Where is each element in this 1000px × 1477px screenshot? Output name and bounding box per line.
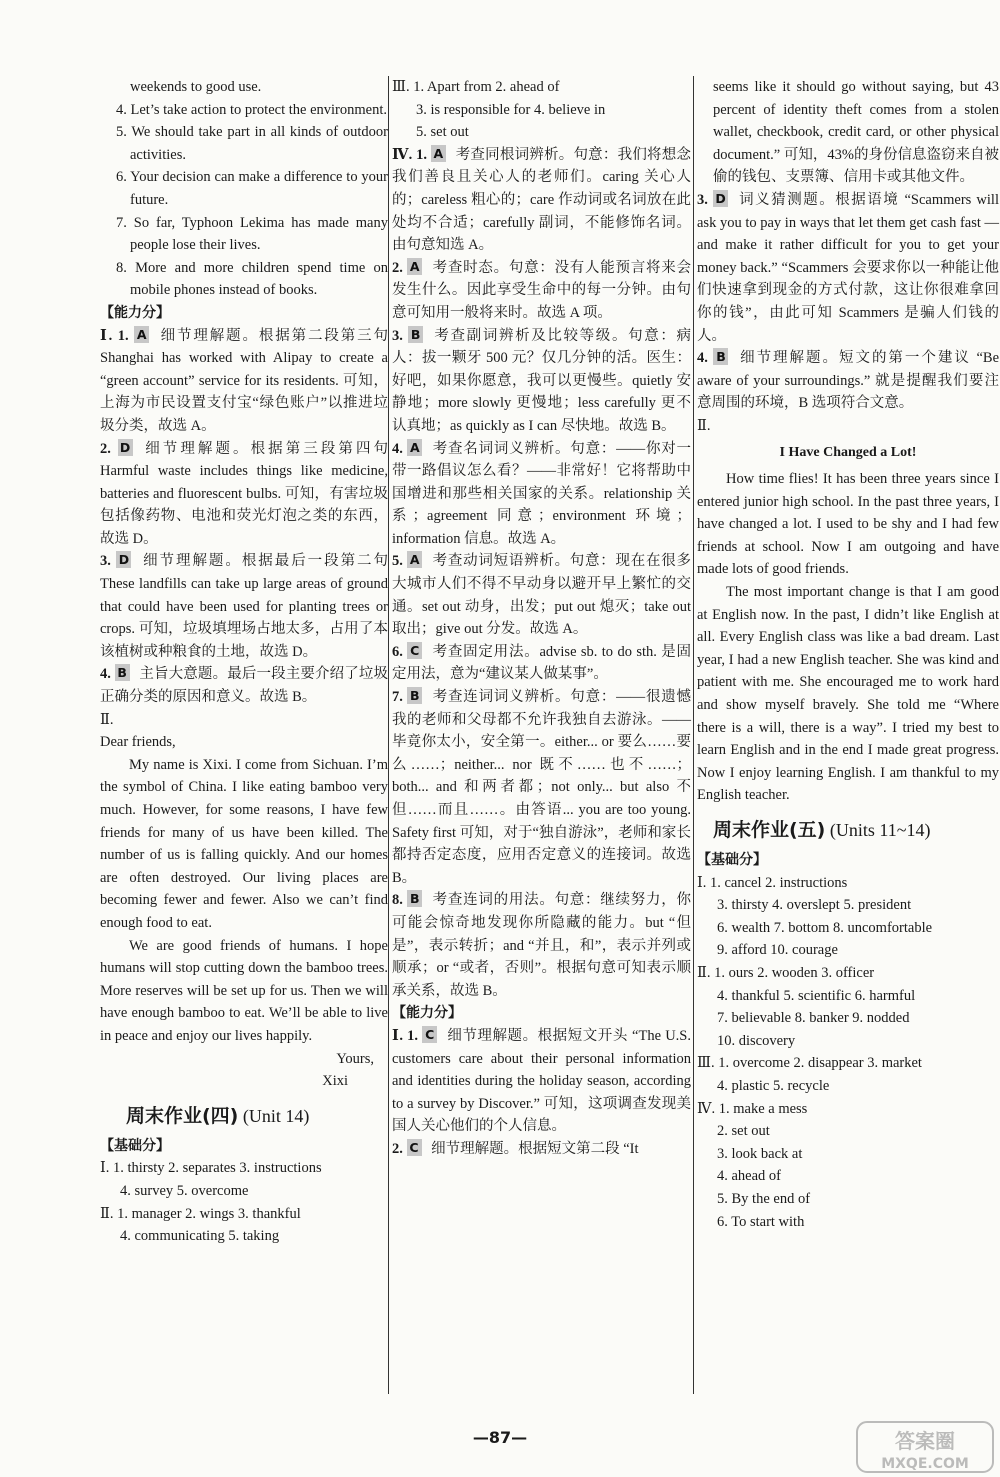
answer-badge: C <box>407 642 422 659</box>
answer-badge: B <box>407 687 422 704</box>
text-line: 8. More and more children spend time on mobile phones instead of books. <box>116 259 388 299</box>
answer-badge: C <box>422 1026 437 1043</box>
answer-badge: D <box>116 551 131 568</box>
column-right <box>697 76 999 1233</box>
answer-item <box>392 1138 691 1161</box>
answer-line: 3. look back at <box>717 1145 803 1162</box>
answer-line: Ⅳ. 1. make a mess <box>697 1100 808 1117</box>
ability-heading: 【能力分】 <box>392 1005 462 1022</box>
part-label: Ⅱ. <box>697 417 711 434</box>
text-line: 7. So far, Typhoon Lekima has made many people lose their lives. <box>116 214 388 254</box>
answer-badge: B <box>115 664 130 681</box>
answer-line: 2. set out <box>717 1123 770 1140</box>
answer-line: Ⅱ. 1. ours 2. wooden 3. officer <box>697 964 875 981</box>
answer-badge: A <box>407 439 422 456</box>
answer-line: 9. afford 10. courage <box>717 942 838 959</box>
section-title-units: (Unit 14) <box>242 1105 310 1126</box>
explanation: 细节理解题。根据第三段第四句 Harmful waste includes things like medicine, batteries and fluorescent bulbs. 可知，有害垃圾包括像药物、电池和荧光灯泡之类的东西，故选 D。 <box>100 440 389 547</box>
answer-badge: A <box>431 145 446 162</box>
answer-badge: B <box>713 348 728 365</box>
text-line: 6. Your decision can make a difference to your future. <box>116 169 388 208</box>
item-number: 2. <box>392 1140 403 1157</box>
column-left <box>100 76 388 1248</box>
answer-line: 4. survey 5. overcome <box>120 1182 249 1199</box>
basic-heading: 【基础分】 <box>697 852 767 868</box>
answer-item <box>100 663 388 708</box>
column-middle <box>392 76 691 1161</box>
answer-badge: D <box>713 190 728 207</box>
item-number: 3. <box>697 191 708 208</box>
item-number: 7. <box>392 689 403 706</box>
answer-line: Ⅰ. 1. thirsty 2. separates 3. instructions <box>100 1160 322 1177</box>
answer-badge: B <box>408 326 423 343</box>
answer-item <box>697 347 999 415</box>
essay-title: I Have Changed a Lot! <box>779 444 917 460</box>
explanation: 考查名词词义辨析。句意：——你对一带一路倡议怎么看？——非常好！它将帮助中国增进和那些相关国家的关系。relationship 关系；agreement 同意；environment 环境；information 信息。故选 A。 <box>392 440 692 547</box>
page-number: —87— <box>472 1428 528 1447</box>
letter-signature: Xixi <box>322 1073 348 1090</box>
essay-paragraph: The most important change is that I am good at English now. In the past, I didn’t like English at all. Every English class was like a bad dream. Last year, I had a new English teacher. She was kind and patient with me. She encouraged me to work hard and show myself bravely. She told me “Where there is a will, there is a way”. I tried my best to learn English and in the end I made great progress. Now I enjoy learning English. I am thankful to my English teacher. <box>697 584 999 804</box>
section-title-main: 周末作业(四) <box>126 1104 239 1127</box>
answer-line: 4. plastic 5. recycle <box>717 1077 830 1094</box>
explanation: 细节理解题。短文的第一个建议 “Be aware of your surroundings.” 就是提醒我们要注意周围的环境，B 选项符合文意。 <box>697 350 999 412</box>
answer-item <box>392 550 691 640</box>
answer-line: 3. thirsty 4. overslept 5. president <box>717 897 912 914</box>
item-number: 4. <box>392 440 403 457</box>
text-line: 5. We should take part in all kinds of outdoor activities. <box>116 124 388 163</box>
answer-item <box>392 1025 691 1138</box>
answer-item <box>100 325 388 438</box>
answer-item <box>392 686 691 889</box>
part-label: Ⅰ. 1. <box>392 1027 418 1044</box>
answer-item <box>392 889 691 1002</box>
column-divider <box>388 76 389 1394</box>
explanation: 考查固定用法。advise sb. to do sth. 是固定用法，意为“建议某人做某事”。 <box>392 643 692 683</box>
answer-badge: A <box>407 551 422 568</box>
explanation: 词义猜测题。根据语境 “Scammers will ask you to pay in ways that let them get cash fast — and make it rather difficult for you to get your money back.” “Scammers 会要求你以一种能让他们快速拿到现金的方式付款，这让你很难拿回你的钱”，由此可知 Scammers 是骗人们钱的人。 <box>697 191 1000 344</box>
explanation: 考查同根词辨析。句意：我们将想念我们善良且关心人的老师们。caring 关心人的；careless 粗心的；care 作动词或名词放在此处均不合适；carefully 副词，不能修饰名词。由句意知选 A。 <box>392 146 691 254</box>
item-number: 2. <box>100 440 111 457</box>
explanation: 细节理解题。根据最后一段第二句 These landfills can take up large areas of ground that could have been used for planting trees or crops. 可知，垃圾填埋场占地太多，占用了本该植树或种粮食的土地，故选 D。 <box>100 553 389 660</box>
item-number: 3. <box>392 327 403 344</box>
answer-item <box>100 438 388 551</box>
answer-line: Ⅲ. 1. Apart from 2. ahead of <box>392 79 560 95</box>
answer-line: 10. discovery <box>717 1032 796 1049</box>
answer-item <box>697 189 999 347</box>
section-title-units: (Units 11~14) <box>829 820 931 840</box>
answer-item <box>392 438 691 551</box>
item-number: 4. <box>697 350 708 367</box>
answer-badge: B <box>407 890 422 907</box>
item-number: 6. <box>392 643 403 660</box>
explanation: 细节理解题。根据短文第二段 “It <box>431 1140 639 1157</box>
explanation: 考查副词辨析及比较等级。句意：病人：拔一颗牙 500 元？仅几分钟的活。医生：好吧，如果你愿意，我可以更慢些。quietly 安静地；more slowly 更慢地；less carefully 更不认真地；as quickly as I can 尽快地。故选 B。 <box>392 327 692 434</box>
answer-item <box>392 144 691 257</box>
answer-line: 6. wealth 7. bottom 8. uncomfortable <box>717 919 933 936</box>
item-number: 2. <box>392 259 403 276</box>
item-number: 8. <box>392 892 403 909</box>
answer-line: 7. believable 8. banker 9. nodded <box>717 1010 910 1027</box>
answer-line: 3. is responsible for 4. believe in <box>416 101 606 118</box>
essay-paragraph: How time flies! It has been three years since I entered junior high school. In the past three years, I have changed a lot. I used to be shy and I had few friends at school. Now I am outgoing and have made lots of good friends. <box>697 471 999 578</box>
answer-item <box>392 325 691 438</box>
explanation: 考查动词短语辨析。句意：现在在很多大城市人们不得不早动身以避开早上繁忙的交通。set out 动身，出发；put out 熄灭；take out 取出；give out 分发。故选 A。 <box>392 553 692 638</box>
watermark-line1: 答案圈 <box>895 1429 955 1453</box>
explanation: 考查连词的用法。句意：继续努力，你可能会惊奇地发现你所隐藏的能力。but “但是”，表示转折；and “并且，和”，表示并列或顺承；or “或者，否则”。根据句意可知表示顺承关系，故选 B。 <box>392 892 692 999</box>
explanation: 细节理解题。根据短文开头 “The U.S. customers care about their personal information and identities during the holiday season, according to a survey by Discover.” 可知，这项调查发现美国人关心他们的个人信息。 <box>392 1027 691 1135</box>
letter-paragraph: My name is Xixi. I come from Sichuan. I’m the symbol of China. I like eating bamboo very much. However, for some reasons, I have few friends for many of us have been killed. The number of us is falling quickly. And our homes are often destroyed. Our living places are becoming fewer and fewer. Also we can’t find enough food to eat. <box>100 756 388 931</box>
part-label: Ⅰ. 1. <box>100 327 129 344</box>
item-number: 4. <box>100 666 111 683</box>
answer-line: 5. set out <box>416 124 469 141</box>
answer-line: 4. thankful 5. scientific 6. harmful <box>717 987 916 1004</box>
explanation: 主旨大意题。最后一段主要介绍了垃圾正确分类的原因和意义。故选 B。 <box>100 666 389 706</box>
text-line: weekends to good use. <box>130 79 262 95</box>
item-number: 3. <box>100 553 111 570</box>
answer-list <box>697 872 999 1234</box>
answer-item <box>392 257 691 325</box>
answer-badge: C <box>407 1139 422 1156</box>
answer-line: Ⅰ. 1. cancel 2. instructions <box>697 874 848 891</box>
explanation: 细节理解题。根据第二段第三句 Shanghai has worked with Alipay to create a “green account” service for its residents. 可知，上海为市民设置支付宝“绿色账户”以推进垃圾分类，故选 A。 <box>100 327 388 434</box>
answer-line: 5. By the end of <box>717 1190 811 1207</box>
watermark-logo <box>855 1418 995 1476</box>
answer-line: Ⅱ. 1. manager 2. wings 3. thankful <box>100 1205 301 1222</box>
answer-line: 6. To start with <box>717 1213 805 1230</box>
explanation: 考查连词词义辨析。句意：——很遗憾我的老师和父母都不允许我独自去游泳。——毕竟你太小，安全第一。either... or 要么……要么……；neither... nor 既不……也不……；both... and 和两者都；not only... but also 不但……而且……。由答语... you are too young. Safety first 可知，对于“独自游泳”，老师和家长都持否定态度，应用否定意义的连接词。故选 B。 <box>392 689 692 886</box>
letter-paragraph: We are good friends of humans. I hope humans will stop cutting down the bamboo trees. More reserves will be set up for us. Then we will have enough bamboo to eat. We’ll be able to live in peace and enjoy our lives happily. <box>100 937 388 1044</box>
item-number: 5. <box>392 553 403 570</box>
answer-item <box>392 641 691 686</box>
answer-badge: A <box>407 258 422 275</box>
text-line: 4. Let’s take action to protect the environment. <box>116 101 387 118</box>
basic-heading: 【基础分】 <box>100 1137 170 1154</box>
ability-heading: 【能力分】 <box>100 304 170 321</box>
continued-text: seems like it should go without saying, but 43 percent of identity theft comes from a stolen wallet, checkbook, credit card, or other physical document.” 可知，43%的身份信息盗窃来自被偷的钱包、支票簿、信用卡或其他文件。 <box>713 79 999 186</box>
part-label: Ⅳ. 1. <box>392 146 428 163</box>
answer-badge: A <box>134 326 149 343</box>
letter-greeting: Dear friends, <box>100 734 176 751</box>
answer-line: 4. communicating 5. taking <box>120 1228 280 1245</box>
answer-item <box>100 550 388 663</box>
section-title-main: 周末作业(五) <box>713 819 826 841</box>
watermark-line2: MXQE.COM <box>881 1456 969 1472</box>
letter-closing: Yours, <box>336 1050 374 1067</box>
section-title <box>100 1101 388 1131</box>
explanation: 考查时态。句意：没有人能预言将来会发生什么。因此享受生命中的每一分钟。由句意可知用一般将来时。故选 A 项。 <box>392 259 692 321</box>
part-label: Ⅱ. <box>100 711 114 728</box>
section-title <box>697 815 999 845</box>
answer-badge: D <box>118 439 133 456</box>
column-divider <box>693 76 694 1394</box>
answer-line: Ⅲ. 1. overcome 2. disappear 3. market <box>697 1055 922 1072</box>
answer-line: 4. ahead of <box>717 1168 782 1185</box>
